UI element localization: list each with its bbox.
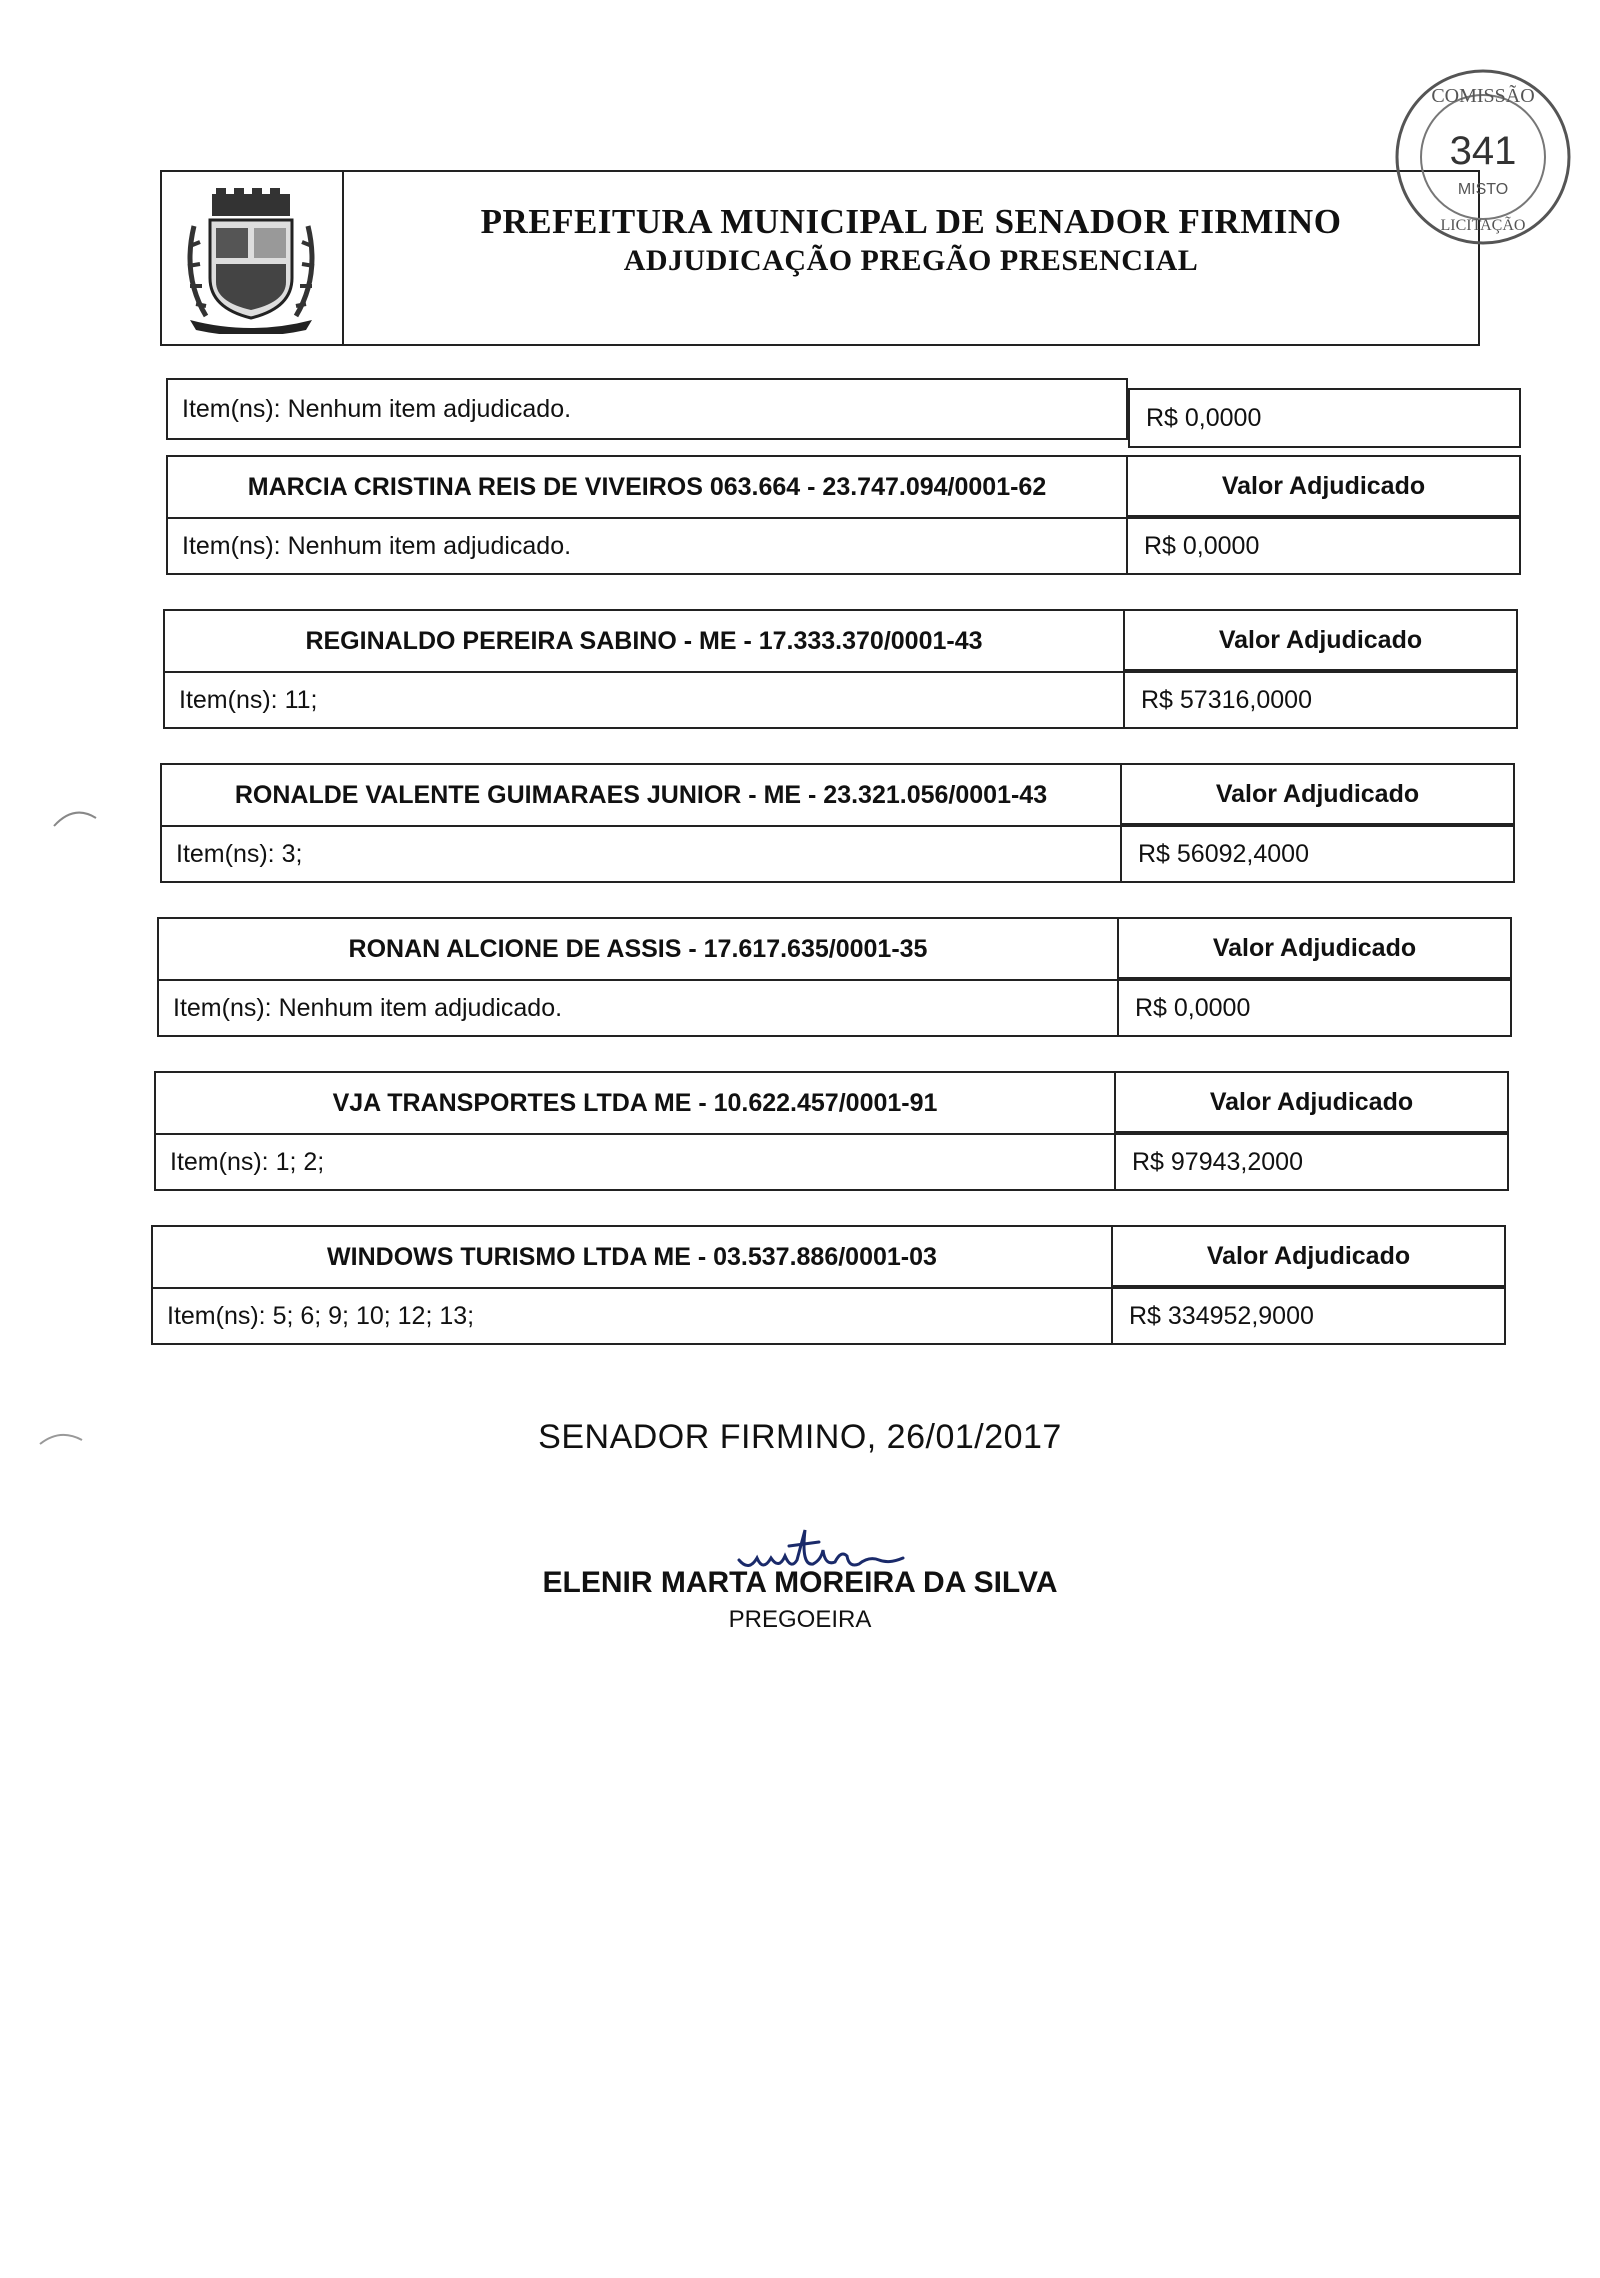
value-label: Valor Adjudicado [1125, 609, 1518, 671]
place-date: SENADOR FIRMINO, 26/01/2017 [538, 1418, 1062, 1456]
value-cell: R$ 0,0000 [1128, 517, 1521, 575]
items-cell: Item(ns): Nenhum item adjudicado. [157, 979, 1119, 1037]
items-cell: Item(ns): 5; 6; 9; 10; 12; 13; [151, 1287, 1113, 1345]
entry-block-continued [166, 378, 1521, 448]
items-cell: Item(ns): 11; [163, 671, 1125, 729]
stamp-middle-text: MISTO [1457, 181, 1509, 198]
supplier-name: REGINALDO PEREIRA SABINO - ME - 17.333.370/0001-43 [163, 609, 1125, 671]
value-label: Valor Adjudicado [1116, 1071, 1509, 1133]
value-cell: R$ 0,0000 [1128, 388, 1521, 448]
items-cell: Item(ns): 1; 2; [154, 1133, 1116, 1191]
stamp-number: 341 [1449, 129, 1517, 173]
page-title: PREFEITURA MUNICIPAL DE SENADOR FIRMINO [480, 202, 1342, 241]
commission-stamp [1388, 62, 1578, 252]
stamp-bottom-text: LICITAÇÃO [1440, 217, 1526, 234]
document-header [160, 170, 1480, 346]
supplier-name: RONAN ALCIONE DE ASSIS - 17.617.635/0001-35 [157, 917, 1119, 979]
signer-name: ELENIR MARTA MOREIRA DA SILVA [542, 1566, 1058, 1599]
stamp-top-text: COMISSÃO [1431, 85, 1535, 107]
entry-block [163, 609, 1518, 729]
value-cell: R$ 334952,9000 [1113, 1287, 1506, 1345]
value-cell: R$ 0,0000 [1119, 979, 1512, 1037]
value-cell: R$ 57316,0000 [1125, 671, 1518, 729]
page-subtitle: ADJUDICAÇÃO PREGÃO PRESENCIAL [623, 244, 1199, 277]
entry-block [157, 917, 1512, 1037]
value-cell: R$ 97943,2000 [1116, 1133, 1509, 1191]
supplier-name: VJA TRANSPORTES LTDA ME - 10.622.457/0001-91 [154, 1071, 1116, 1133]
value-label: Valor Adjudicado [1122, 763, 1515, 825]
value-label: Valor Adjudicado [1113, 1225, 1506, 1287]
supplier-name: WINDOWS TURISMO LTDA ME - 03.537.886/0001-03 [151, 1225, 1113, 1287]
items-cell: Item(ns): Nenhum item adjudicado. [166, 378, 1128, 440]
entry-block [154, 1071, 1509, 1191]
crest-icon [176, 186, 326, 334]
municipal-crest [162, 172, 344, 344]
value-label: Valor Adjudicado [1119, 917, 1512, 979]
scan-mark [50, 800, 100, 830]
items-cell: Item(ns): 3; [160, 825, 1122, 883]
value-cell: R$ 56092,4000 [1122, 825, 1515, 883]
signer-role: PREGOEIRA [728, 1606, 872, 1633]
value-label: Valor Adjudicado [1128, 455, 1521, 517]
entry-block [166, 455, 1521, 575]
supplier-name: RONALDE VALENTE GUIMARAES JUNIOR - ME - 23.321.056/0001-43 [160, 763, 1122, 825]
entry-block [160, 763, 1515, 883]
scan-mark [36, 1420, 86, 1450]
entry-block [151, 1225, 1506, 1345]
items-cell: Item(ns): Nenhum item adjudicado. [166, 517, 1128, 575]
supplier-name: MARCIA CRISTINA REIS DE VIVEIROS 063.664 - 23.747.094/0001-62 [166, 455, 1128, 517]
